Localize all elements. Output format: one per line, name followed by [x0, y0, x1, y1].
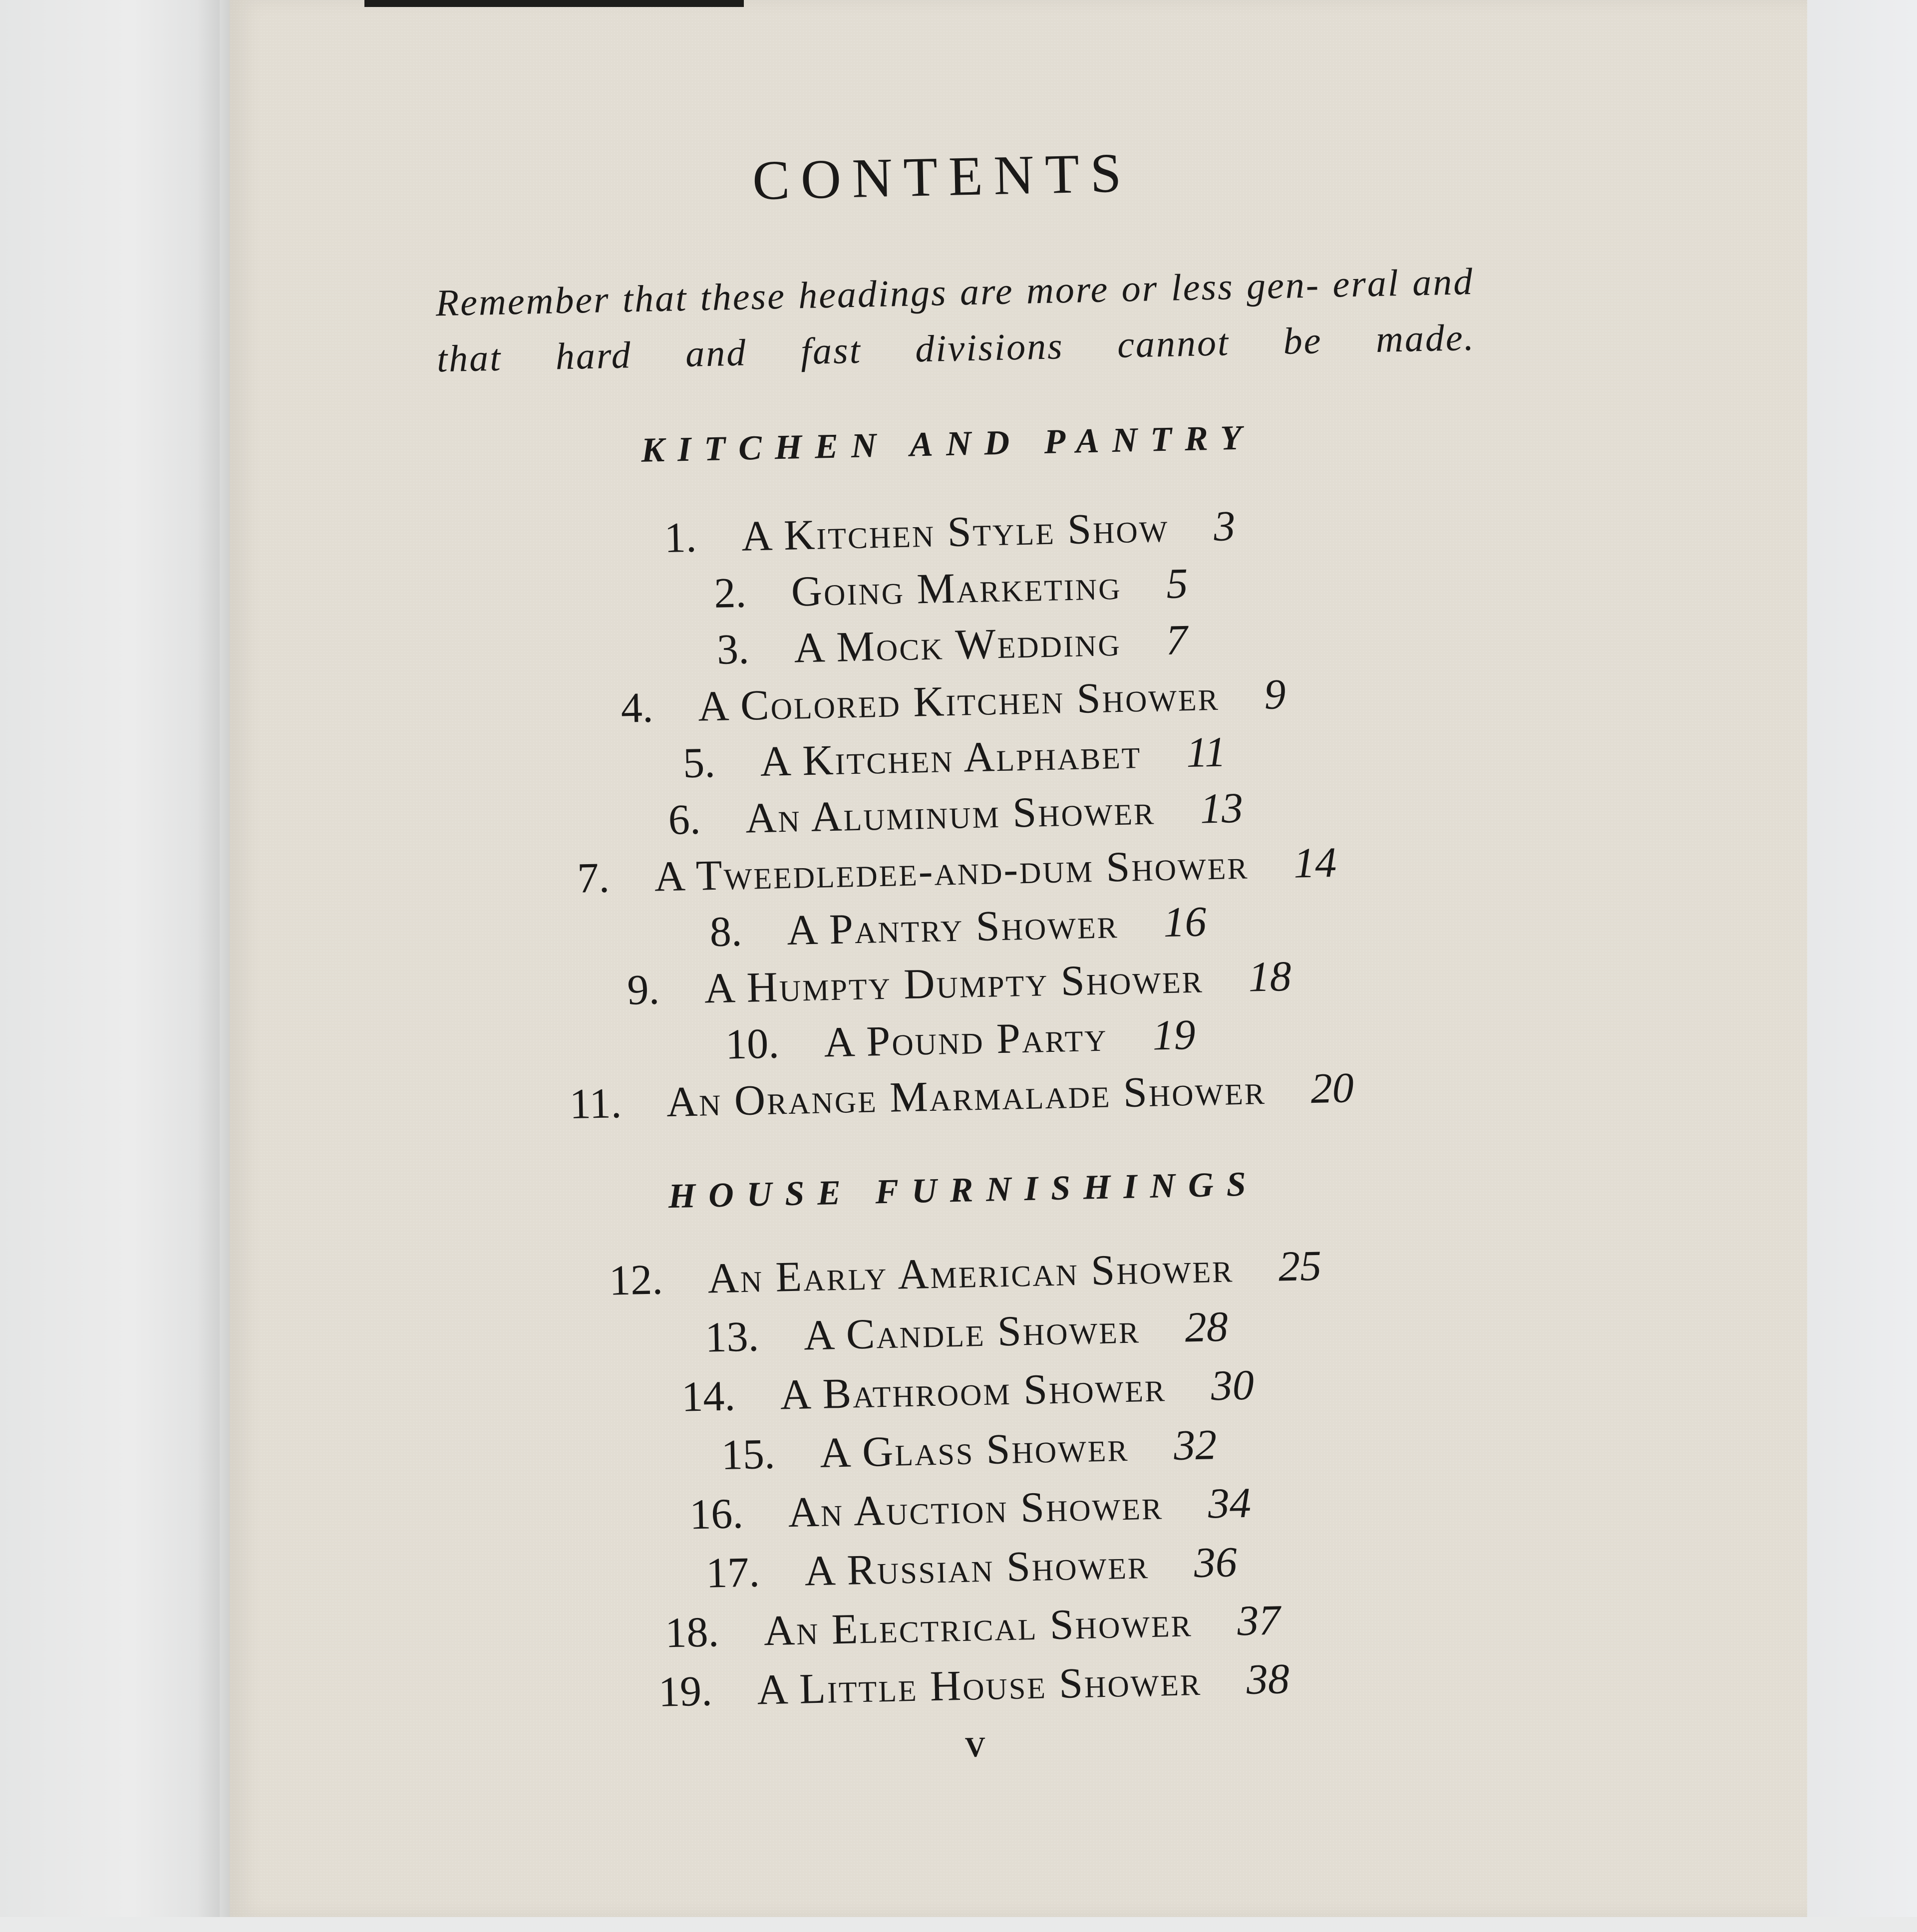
entry-page: 16	[1163, 897, 1207, 947]
section-heading-kitchen: KITCHEN AND PANTRY	[640, 418, 1256, 470]
entry-title: An Auction Shower	[787, 1480, 1164, 1537]
entry-page: 19	[1152, 1010, 1196, 1059]
entry-page: 13	[1199, 783, 1244, 833]
entry-number: 1.	[663, 513, 697, 562]
entry-page: 18	[1248, 952, 1292, 1001]
entry-title: Going Marketing	[790, 560, 1122, 616]
entry-number: 3.	[716, 625, 750, 673]
entry-title: An Aluminum Shower	[745, 785, 1156, 842]
entry-page: 38	[1246, 1654, 1290, 1704]
entry-number: 14.	[681, 1371, 736, 1421]
intro-note: Remember that these headings are more or less gen- eral and that hard and fast divisions cannot be made.	[435, 260, 1476, 380]
entry-number: 2.	[713, 568, 747, 617]
entry-page: 20	[1310, 1063, 1354, 1113]
entry-number: 19.	[658, 1666, 713, 1716]
entry-title: A Tweedledee-and-dum Shower	[653, 840, 1250, 901]
entry-title: A Humpty Dumpty Shower	[703, 954, 1204, 1012]
entry-page: 37	[1237, 1596, 1281, 1645]
entry-page: 36	[1193, 1538, 1238, 1587]
entry-page: 32	[1173, 1420, 1218, 1469]
entry-number: 18.	[664, 1608, 719, 1657]
entry-title: A Colored Kitchen Shower	[697, 671, 1220, 730]
entry-title: A Kitchen Alphabet	[759, 729, 1142, 786]
contents-page	[230, 0, 1807, 1917]
entry-number: 5.	[682, 738, 716, 787]
entry-page: 34	[1207, 1478, 1252, 1528]
entry-page: 28	[1184, 1302, 1229, 1351]
entry-number: 10.	[725, 1019, 780, 1068]
left-page	[0, 0, 220, 1917]
entry-page: 11	[1186, 727, 1227, 777]
entry-title: A Pantry Shower	[786, 899, 1119, 954]
entry-number: 7.	[577, 853, 610, 902]
entry-page: 30	[1210, 1360, 1255, 1410]
entry-number: 12.	[609, 1255, 663, 1304]
entry-number: 11.	[569, 1079, 623, 1128]
entry-title: A Kitchen Style Show	[741, 503, 1170, 560]
entry-title: A Pound Party	[823, 1012, 1108, 1066]
entry-number: 6.	[667, 795, 701, 844]
section-heading-furnishings: HOUSE FURNISHINGS	[667, 1165, 1260, 1216]
entry-number: 16.	[689, 1489, 744, 1539]
entry-number: 9.	[627, 965, 660, 1014]
entry-page: 9	[1264, 669, 1286, 718]
entry-title: A Little House Shower	[756, 1656, 1202, 1714]
entry-number: 4.	[620, 683, 654, 732]
entry-number: 8.	[709, 907, 743, 956]
entry-number: 13.	[704, 1312, 760, 1361]
entry-number: 15.	[720, 1429, 776, 1479]
entry-title: A Glass Shower	[819, 1422, 1130, 1477]
entry-title: A Candle Shower	[803, 1304, 1141, 1359]
entry-page: 5	[1166, 559, 1189, 608]
entry-page: 25	[1278, 1241, 1322, 1290]
entry-page: 7	[1165, 616, 1188, 664]
entry-page: 3	[1213, 502, 1236, 550]
page-title: CONTENTS	[751, 142, 1133, 212]
entry-page: 14	[1293, 838, 1337, 887]
entry-title: A Mock Wedding	[793, 617, 1122, 672]
entry-title: An Orange Marmalade Shower	[665, 1065, 1267, 1126]
entry-title: An Electrical Shower	[763, 1598, 1193, 1655]
page-number: v	[964, 1720, 986, 1766]
entry-title: A Russian Shower	[804, 1540, 1150, 1595]
entry-number: 17.	[705, 1548, 760, 1597]
entry-title: A Bathroom Shower	[779, 1362, 1167, 1419]
entry-title: An Early American Shower	[707, 1243, 1235, 1302]
page-content	[210, 0, 1828, 1932]
